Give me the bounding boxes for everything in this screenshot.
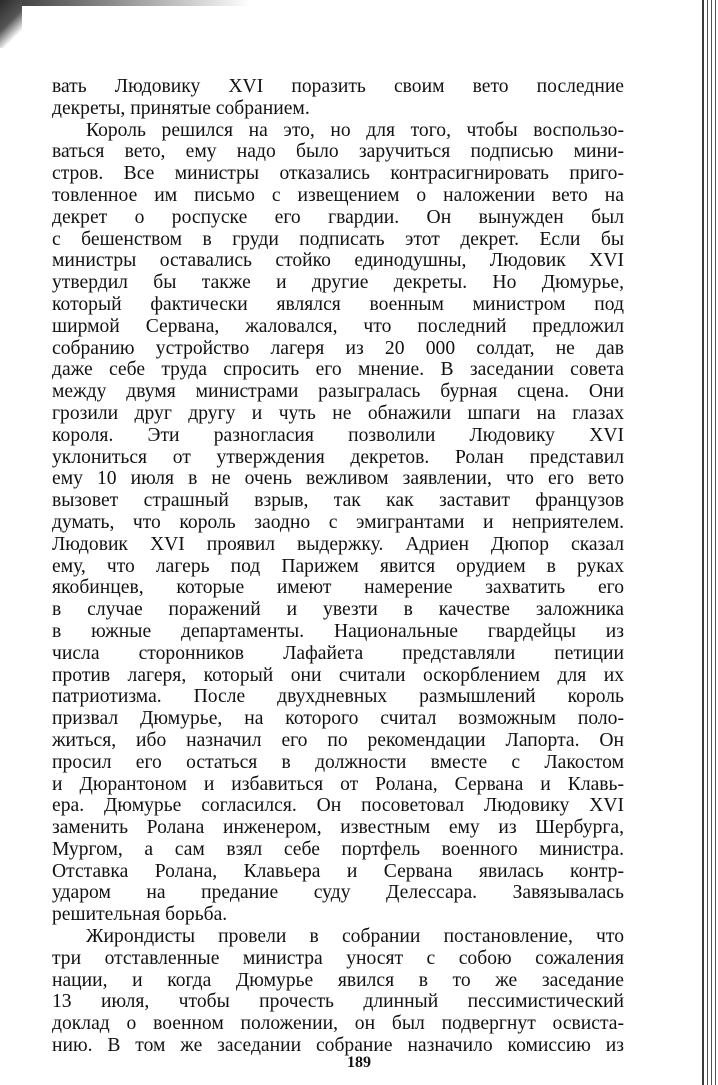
text-line: декрет о роспуске его гвардии. Он вынужден был xyxy=(52,206,624,228)
text-line: решительная борьба. xyxy=(52,904,228,926)
text-line: Король решился на это, но для того, чтобы воспользо- xyxy=(86,119,624,141)
text-line: нации, и когда Дюмурье явился в то же заседание xyxy=(52,969,624,991)
text-line: патриотизма. После двухдневных размышлений король xyxy=(52,686,624,708)
text-line: 13 июля, чтобы прочесть длинный пессимистический xyxy=(52,991,624,1013)
text-line: министры оставались стойко единодушны, Людовик XVI xyxy=(52,250,624,272)
text-line: грозили друг другу и чуть не обнажили шпаги на глазах xyxy=(52,402,624,424)
text-line: собранию устройство лагеря из 20 000 солдат, не дав xyxy=(52,337,624,359)
text-line: ударом на предание суду Делессара. Завязывалась xyxy=(52,882,624,904)
text-line: думать, что король заодно с эмигрантами и неприятелем. xyxy=(52,511,624,533)
text-line: в случае поражений и увезти в качестве заложника xyxy=(52,599,624,621)
text-line: с бешенством в груди подписать этот декрет. Если бы xyxy=(52,228,624,250)
text-line: просил его остаться в должности вместе с Лакостом xyxy=(52,751,624,773)
text-line: вызовет страшный взрыв, так как заставит французов xyxy=(52,490,624,512)
text-line: ваться вето, ему надо было заручиться подписью мини- xyxy=(52,141,624,163)
text-line: числа сторонников Лафайета представляли петиции xyxy=(52,642,624,664)
text-line: Людовик XVI проявил выдержку. Адриен Дюпор сказал xyxy=(52,533,624,555)
paragraph xyxy=(52,926,624,1057)
text-line: уклониться от утверждения декретов. Ролан представил xyxy=(52,446,624,468)
text-line: против лагеря, который они считали оскорблением для их xyxy=(52,664,624,686)
text-line: Жирондисты провели в собрании постановление, что xyxy=(86,926,624,948)
text-line: заменить Ролана инженером, известным ему из Шербурга, xyxy=(52,817,624,839)
page-number: 189 xyxy=(347,1054,371,1071)
scan-edge-right xyxy=(702,0,718,1085)
text-line: и Дюрантоном и избавиться от Ролана, Сервана и Клавь- xyxy=(52,773,624,795)
text-line: вать Людовику XVI поразить своим вето последние xyxy=(52,76,624,97)
text-line: ширмой Сервана, жаловался, что последний предложил xyxy=(52,315,624,337)
text-line: три отставленные министра уносят с собою сожаления xyxy=(52,947,624,969)
text-line: нию. В том же заседании собрание назначило комиссию из xyxy=(52,1035,624,1057)
text-line: ему 10 июля в не очень вежливом заявлении, что его вето xyxy=(52,468,624,490)
text-line: который фактически являлся военным министром под xyxy=(52,293,624,315)
text-line: якобинцев, которые имеют намерение захватить его xyxy=(52,577,624,599)
text-line: в южные департаменты. Национальные гвардейцы из xyxy=(52,620,624,642)
text-line: житься, ибо назначил его по рекомендации Лапорта. Он xyxy=(52,729,624,751)
text-line: доклад о военном положении, он был подвергнут освиста- xyxy=(52,1013,624,1035)
text-line: призвал Дюмурье, на которого считал возможным поло- xyxy=(52,708,624,730)
text-line: даже себе труда спросить его мнение. В заседании совета xyxy=(52,359,624,381)
page-body-text xyxy=(52,76,624,1057)
text-line: декреты, принятые собранием. xyxy=(52,97,310,119)
text-line: между двумя министрами разыгралась бурная сцена. Они xyxy=(52,381,624,403)
scan-edge-top xyxy=(0,0,250,6)
scan-corner-shadow xyxy=(0,0,22,48)
text-line: Мургом, а сам взял себе портфель военного министра. xyxy=(52,838,624,860)
text-line: короля. Эти разногласия позволили Людовику XVI xyxy=(52,424,624,446)
text-line: товленное им письмо с извещением о наложении вето на xyxy=(52,184,624,206)
text-line: утвердил бы также и другие декреты. Но Дюмурье, xyxy=(52,272,624,294)
text-line: стров. Все министры отказались контрасигнировать приго- xyxy=(52,163,624,185)
paragraph xyxy=(52,120,624,926)
text-line: Отставка Ролана, Клавьера и Сервана явилась контр- xyxy=(52,860,624,882)
text-line: ера. Дюмурье согласился. Он посоветовал Людовику XVI xyxy=(52,795,624,817)
paragraph xyxy=(52,76,624,120)
text-line: ему, что лагерь под Парижем явится орудием в руках xyxy=(52,555,624,577)
